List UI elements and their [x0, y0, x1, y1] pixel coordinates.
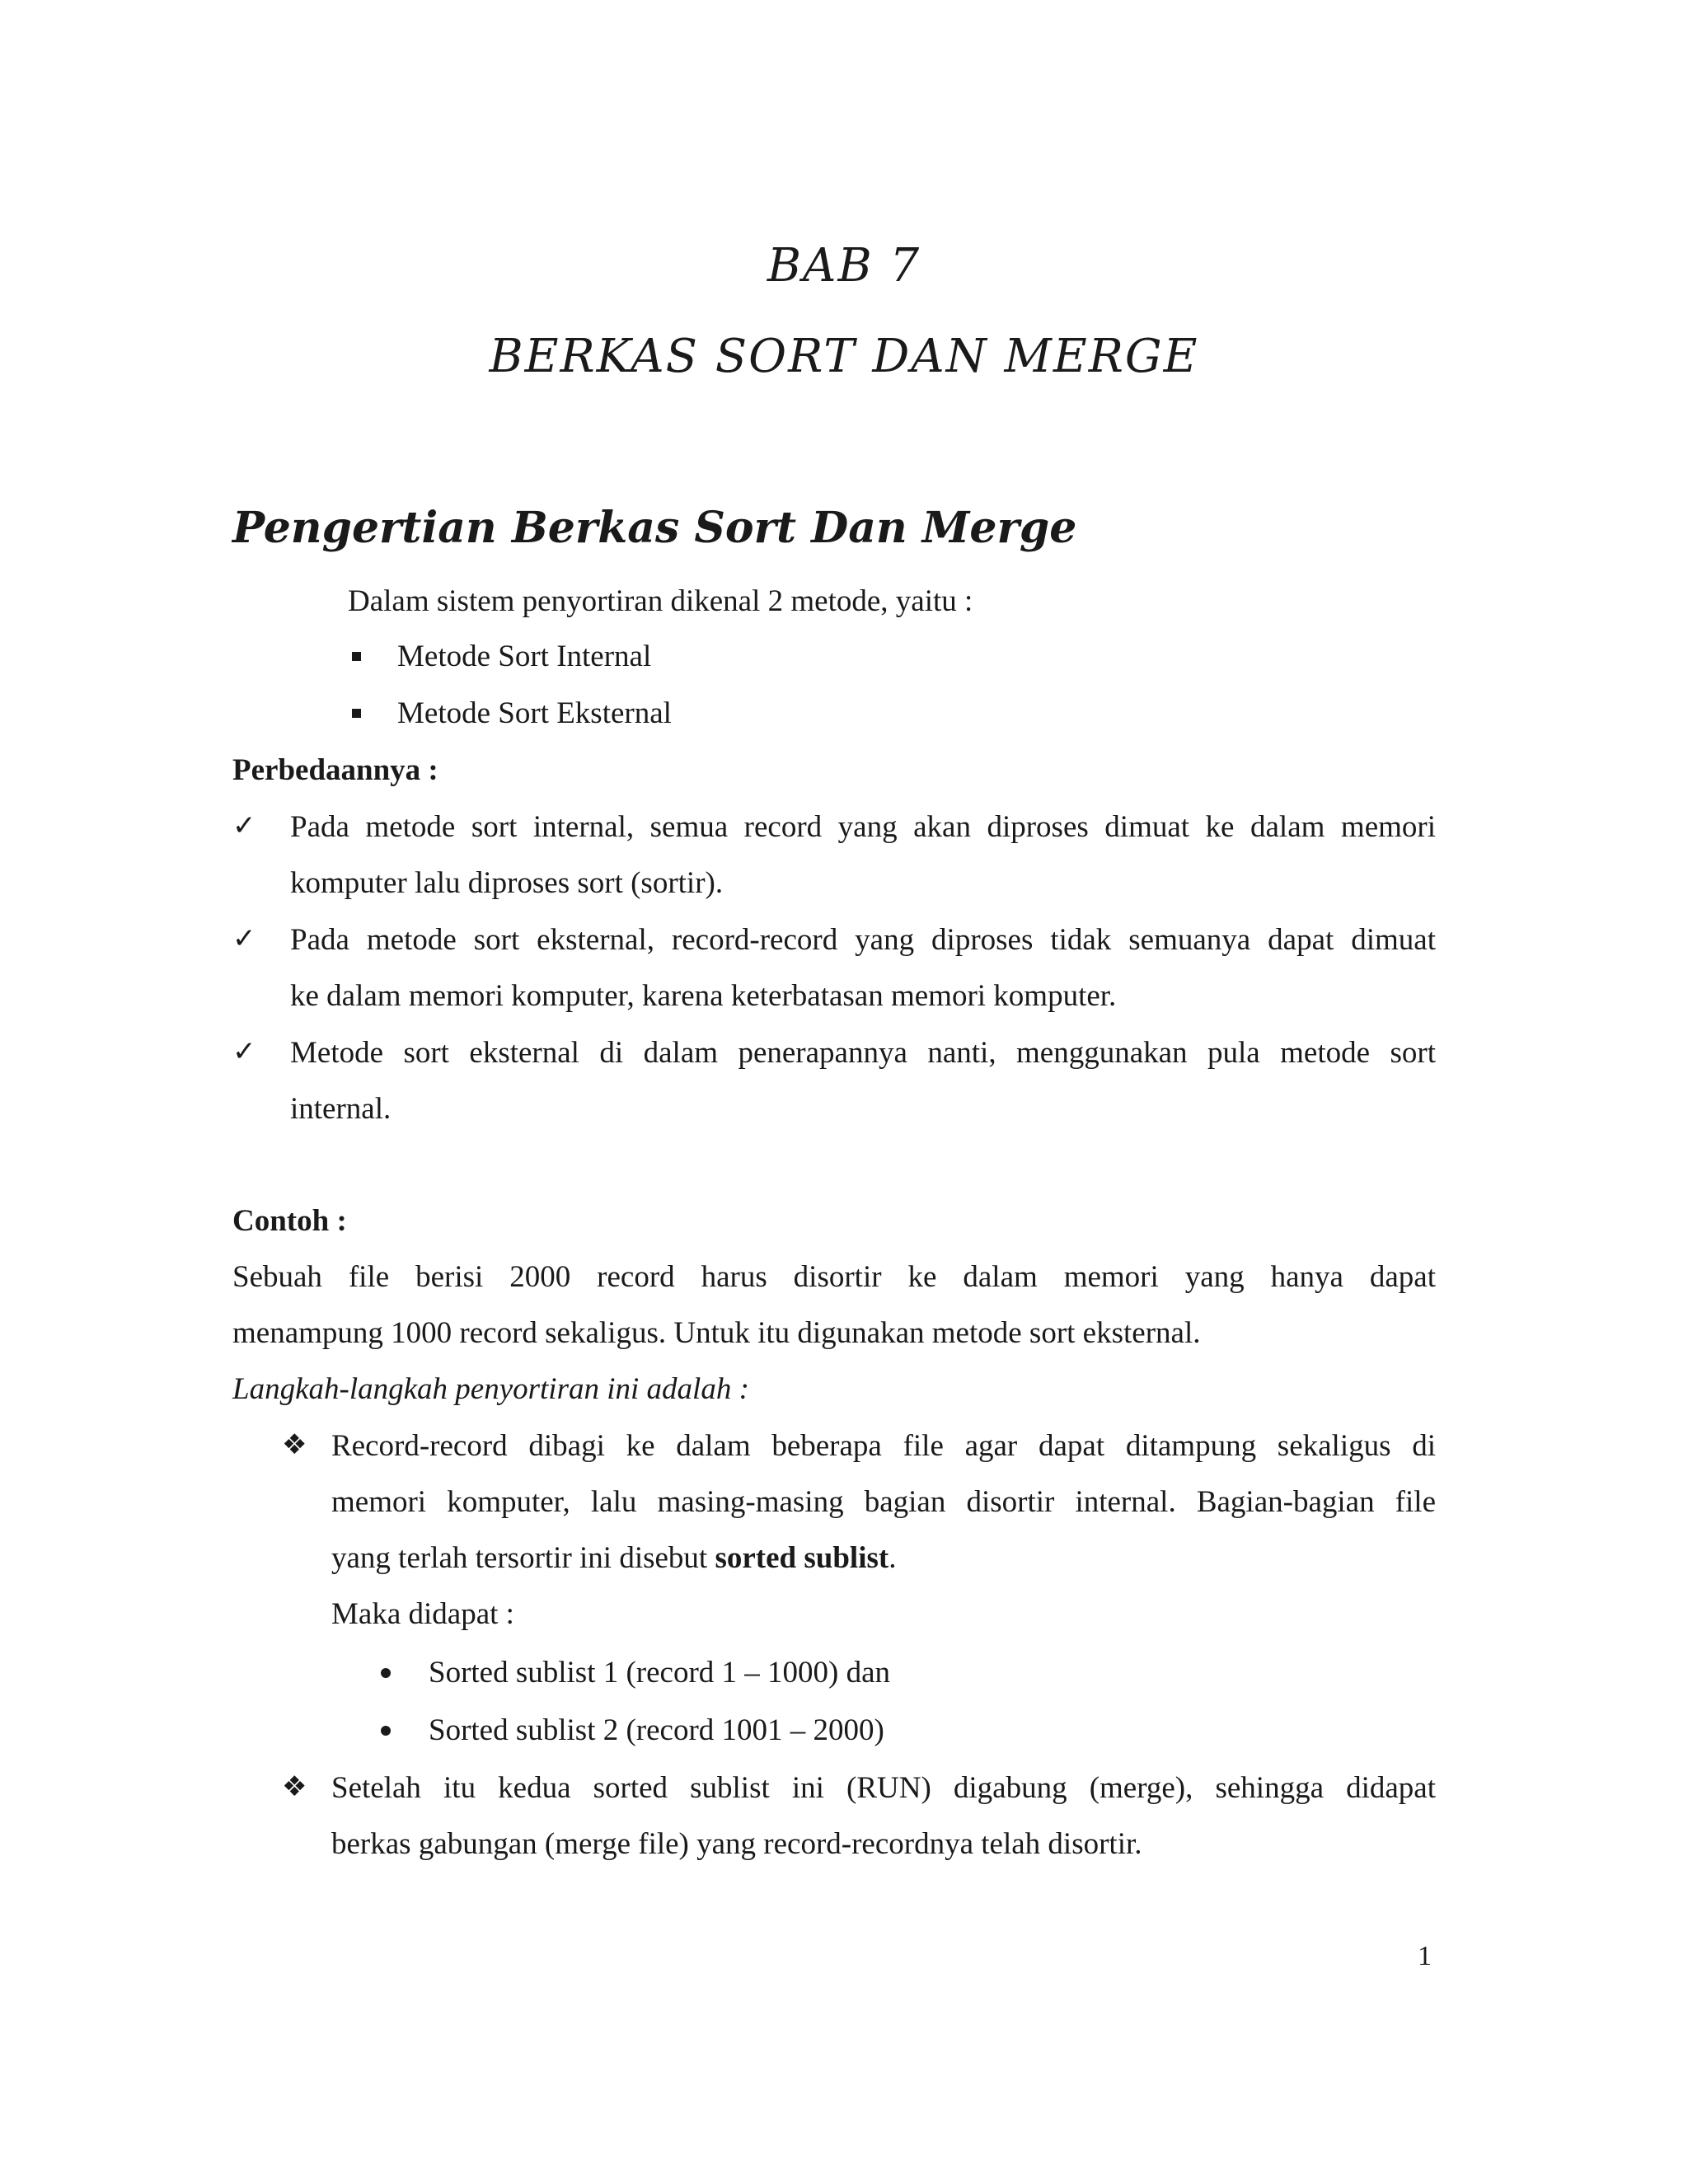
step-text-line: memori komputer, lalu masing-masing bagian disortir internal. Bagian-bagian file	[331, 1485, 1436, 1519]
difference-item-line: Pada metode sort internal, semua record yang akan diproses dimuat ke dalam memori	[290, 810, 1436, 844]
checkmark-icon: ✓	[232, 1035, 256, 1068]
example-label: Contoh :	[232, 1204, 347, 1238]
round-bullet-icon	[381, 1726, 391, 1736]
result-item: Sorted sublist 1 (record 1 – 1000) dan	[429, 1656, 891, 1690]
difference-item-line: Metode sort eksternal di dalam penerapannya nanti, menggunakan pula metode sort	[290, 1036, 1436, 1070]
step-text-line: yang terlah tersortir ini disebut sorted sublist.	[331, 1541, 897, 1575]
page-number: 1	[1418, 1941, 1432, 1971]
difference-item-line: Pada metode sort eksternal, record-record yang diproses tidak semuanya dapat dimuat	[290, 923, 1436, 957]
result-label: Maka didapat :	[331, 1597, 514, 1631]
intro-text: Dalam sistem penyortiran dikenal 2 metode, yaitu :	[348, 584, 973, 618]
method-item: Metode Sort Internal	[397, 640, 652, 673]
square-bullet-icon	[352, 709, 361, 718]
round-bullet-icon	[381, 1668, 391, 1678]
square-bullet-icon	[352, 652, 361, 661]
difference-item-line: ke dalam memori komputer, karena keterbatasan memori komputer.	[290, 979, 1117, 1013]
example-text-line: Sebuah file berisi 2000 record harus disortir ke dalam memori yang hanya dapat	[232, 1260, 1436, 1294]
method-item: Metode Sort Eksternal	[397, 696, 672, 730]
diamond-bullet-icon: ❖	[282, 1770, 307, 1803]
step-text-line: berkas gabungan (merge file) yang record-recordnya telah disortir.	[331, 1827, 1142, 1861]
difference-item-line: internal.	[290, 1092, 392, 1126]
checkmark-icon: ✓	[232, 809, 256, 842]
diamond-bullet-icon: ❖	[282, 1428, 307, 1461]
step-text-line: Record-record dibagi ke dalam beberapa file agar dapat ditampung sekaligus di	[331, 1429, 1436, 1463]
result-item: Sorted sublist 2 (record 1001 – 2000)	[429, 1713, 884, 1747]
chapter-subtitle: BERKAS SORT DAN MERGE	[489, 330, 1199, 383]
steps-label: Langkah-langkah penyortiran ini adalah :	[232, 1372, 749, 1406]
checkmark-icon: ✓	[232, 922, 256, 955]
example-text-line: menampung 1000 record sekaligus. Untuk itu digunakan metode sort eksternal.	[232, 1316, 1201, 1350]
chapter-title: BAB 7	[767, 239, 921, 293]
differences-label: Perbedaannya :	[232, 753, 438, 787]
sorted-sublist-term: sorted sublist	[715, 1541, 889, 1575]
section-heading: Pengertian Berkas Sort Dan Merge	[232, 503, 1077, 553]
step-text-line: Setelah itu kedua sorted sublist ini (RUN) digabung (merge), sehingga didapat	[331, 1771, 1436, 1805]
difference-item-line: komputer lalu diproses sort (sortir).	[290, 866, 724, 900]
